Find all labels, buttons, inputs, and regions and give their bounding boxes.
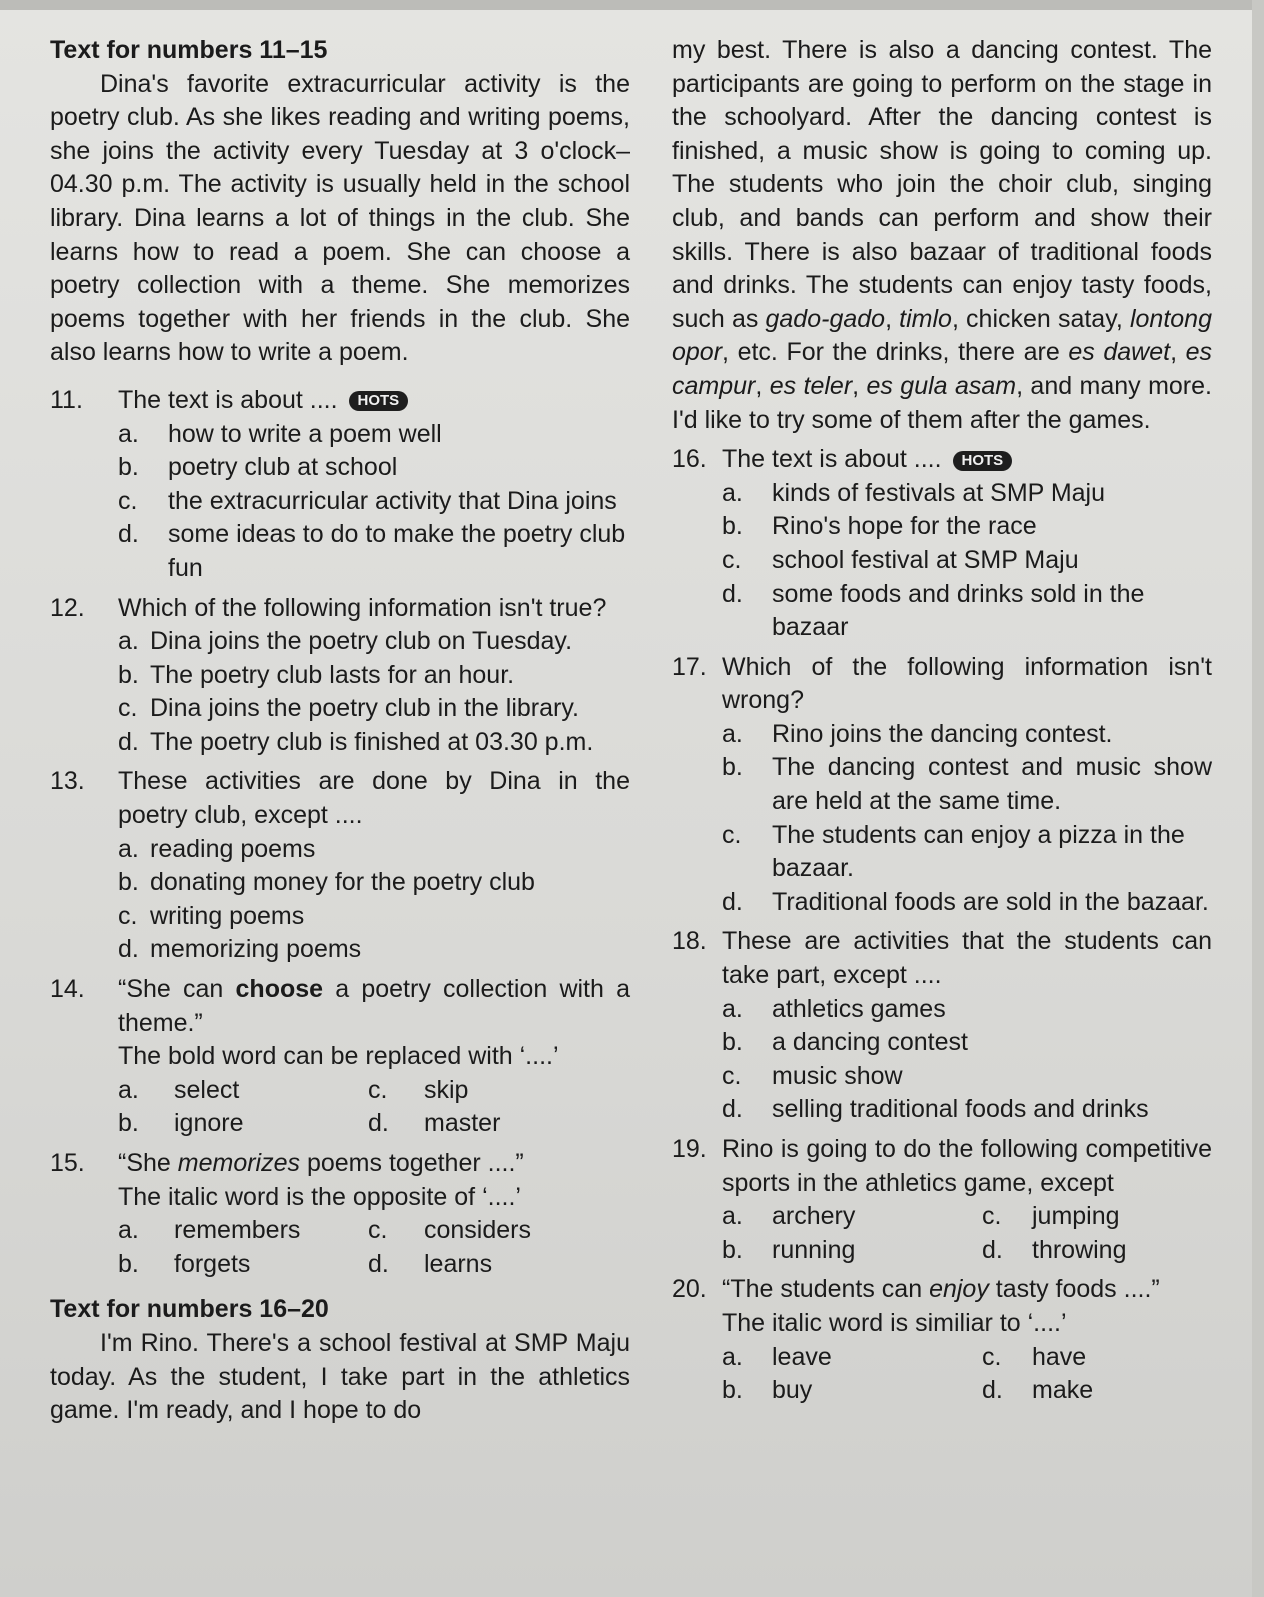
q15-options bbox=[118, 1214, 630, 1281]
q13-option-a[interactable]: a. reading poems bbox=[118, 834, 316, 863]
q15-option-b[interactable]: b. forgets bbox=[118, 1249, 251, 1278]
q20-option-a[interactable]: a. leave bbox=[722, 1342, 832, 1371]
q12-option-a[interactable]: a. Dina joins the poetry club on Tuesday. bbox=[118, 627, 573, 656]
text2-paragraph-left: I'm Rino. There's a school festival at SMP Maju today. As the student, I take part in the athletics game. I'm ready, and I hope to do bbox=[50, 1328, 630, 1425]
top-edge bbox=[0, 0, 1264, 10]
q19-options bbox=[722, 1200, 1212, 1267]
q17-option-a[interactable]: a. Rino joins the dancing contest. bbox=[722, 719, 1113, 748]
q14-option-d[interactable]: d. master bbox=[368, 1109, 501, 1138]
q20-option-d[interactable]: d. make bbox=[982, 1376, 1094, 1405]
q11-stem: The text is about .... bbox=[118, 385, 338, 414]
q15-italic-word: memorizes bbox=[177, 1149, 301, 1177]
q18-stem: These are activities that the students can take part, except .... bbox=[722, 927, 1212, 990]
q17-option-d[interactable]: d. Traditional foods are sold in the bazaar. bbox=[722, 887, 1209, 916]
q11-number: 11. bbox=[50, 385, 83, 414]
question-16: 16. The text is about .... HOTS bbox=[672, 443, 1212, 477]
q16-option-b[interactable]: b. Rino's hope for the race bbox=[722, 512, 1037, 541]
q17-option-c[interactable]: c. The students can enjoy a pizza in the bazaar. bbox=[722, 820, 1185, 883]
q20-stem: “The students can enjoy tasty foods ....” bbox=[722, 1275, 1160, 1304]
q20-options bbox=[722, 1341, 1212, 1408]
q19-option-c[interactable]: c. jumping bbox=[982, 1202, 1120, 1231]
q11-option-b[interactable]: b. poetry club at school bbox=[118, 453, 398, 482]
q17-option-b[interactable]: b. The dancing contest and music show are held at the same time. bbox=[722, 753, 1212, 816]
q12-option-b[interactable]: b. The poetry club lasts for an hour. bbox=[118, 660, 515, 689]
q19-stem: Rino is going to do the following competitive sports in the athletics game, except bbox=[722, 1135, 1212, 1197]
question-11 bbox=[50, 384, 630, 418]
q16-stem: The text is about .... bbox=[722, 445, 942, 474]
question-17: 17. Which of the following information isn't wrong? bbox=[672, 651, 1212, 718]
q17-stem: Which of the following information isn't wrong? bbox=[722, 652, 1212, 715]
right-column bbox=[672, 34, 1212, 1408]
q14-bold-word: choose bbox=[235, 975, 324, 1004]
q11-option-a[interactable]: a. how to write a poem well bbox=[118, 419, 442, 448]
text1-paragraph: Dina's favorite extracurricular activity is the poetry club. As she likes reading and writing poems, she joins the activity every Tuesday at 3 o'clock–04.30 p.m. The activity is usually held in the school library. Dina learns a lot of things in the club. She learns how to read a poem. She can choose a poetry collection with a theme. She memorizes poems together with her friends in the club. She also learns how to write a poem. bbox=[50, 69, 630, 367]
q14-stem: “She can choose a poetry collection with a theme.” bbox=[118, 975, 630, 1037]
q15-instruction: The italic word is the opposite of ‘....’ bbox=[118, 1182, 521, 1211]
q16-option-a[interactable]: a. kinds of festivals at SMP Maju bbox=[722, 478, 1106, 507]
q12-option-d[interactable]: d. The poetry club is finished at 03.30 p.m. bbox=[118, 727, 594, 756]
q18-option-b[interactable]: b. a dancing contest bbox=[722, 1028, 968, 1057]
left-column bbox=[50, 34, 630, 1428]
q19-option-a[interactable]: a. archery bbox=[722, 1202, 856, 1231]
text1-heading: Text for numbers 11–15 bbox=[50, 36, 328, 64]
q18-options bbox=[722, 993, 1212, 1127]
q17-options bbox=[722, 718, 1212, 920]
question-14: 14. “She can choose a poetry collection with a theme.” bbox=[50, 973, 630, 1040]
q19-option-b[interactable]: b. running bbox=[722, 1235, 856, 1264]
q20-instruction: The italic word is similiar to ‘....’ bbox=[722, 1308, 1067, 1337]
q15-option-d[interactable]: d. learns bbox=[368, 1249, 493, 1278]
q13-option-c[interactable]: c. writing poems bbox=[118, 901, 305, 930]
q19-option-d[interactable]: d. throwing bbox=[982, 1235, 1127, 1264]
right-edge bbox=[1252, 0, 1264, 1597]
q14-option-c[interactable]: c. skip bbox=[368, 1075, 469, 1104]
q16-option-d[interactable]: d. some foods and drinks sold in the bazaar bbox=[722, 579, 1145, 642]
q11-option-d[interactable]: d. some ideas to do to make the poetry club fun bbox=[118, 520, 626, 582]
q16-options bbox=[722, 477, 1212, 645]
q18-option-d[interactable]: d. selling traditional foods and drinks bbox=[722, 1095, 1149, 1124]
text2-heading: Text for numbers 16–20 bbox=[50, 1295, 329, 1324]
q14-options bbox=[118, 1074, 630, 1141]
question-18: 18. These are activities that the students can take part, except .... bbox=[672, 925, 1212, 992]
hots-badge: HOTS bbox=[953, 451, 1013, 471]
q12-options bbox=[118, 625, 630, 759]
q16-option-c[interactable]: c. school festival at SMP Maju bbox=[722, 545, 1079, 574]
q15-stem: “She memorizes poems together ....” bbox=[118, 1149, 524, 1177]
q11-option-c[interactable]: c. the extracurricular activity that Dina joins bbox=[118, 486, 617, 515]
q13-option-b[interactable]: b. donating money for the poetry club bbox=[118, 868, 535, 897]
question-15: 15. “She memorizes poems together ....” bbox=[50, 1147, 630, 1181]
q13-stem: These activities are done by Dina in the poetry club, except .... bbox=[118, 767, 630, 830]
q15-option-c[interactable]: c. considers bbox=[368, 1216, 531, 1245]
question-19: 19. Rino is going to do the following competitive sports in the athletics game, except bbox=[672, 1133, 1212, 1200]
q14-instruction: The bold word can be replaced with ‘....’ bbox=[118, 1042, 559, 1071]
q20-italic-word: enjoy bbox=[929, 1275, 989, 1304]
q14-option-a[interactable]: a. select bbox=[118, 1075, 240, 1104]
q18-option-a[interactable]: a. athletics games bbox=[722, 994, 946, 1023]
text2-paragraph-right: my best. There is also a dancing contest. The participants are going to perform on the stage in the schoolyard. After the dancing contest is finished, a music show is going to coming up. The students who join the choir club, singing club, and bands can perform and show their skills. There is also bazaar of traditional foods and drinks. The students can enjoy tasty foods, such as gado-gado, timlo, chicken satay, lontong opor, etc. For the drinks, there are es dawet, es campur, es teler, es gula asam, and many more. I'd like to try some of them after the games. bbox=[672, 36, 1212, 434]
q20-option-c[interactable]: c. have bbox=[982, 1342, 1087, 1371]
question-20: 20. “The students can enjoy tasty foods ....” bbox=[672, 1273, 1212, 1307]
q13-options bbox=[118, 833, 630, 967]
q12-option-c[interactable]: c. Dina joins the poetry club in the library. bbox=[118, 694, 579, 723]
q14-option-b[interactable]: b. ignore bbox=[118, 1109, 244, 1138]
q18-option-c[interactable]: c. music show bbox=[722, 1061, 903, 1090]
q15-option-a[interactable]: a. remembers bbox=[118, 1216, 301, 1245]
q20-option-b[interactable]: b. buy bbox=[722, 1376, 813, 1405]
question-12: 12. Which of the following information isn't true? bbox=[50, 592, 630, 626]
q11-options bbox=[118, 418, 630, 586]
q12-stem: Which of the following information isn't true? bbox=[118, 593, 607, 622]
question-13: 13. These activities are done by Dina in the poetry club, except .... bbox=[50, 765, 630, 832]
hots-badge: HOTS bbox=[349, 391, 409, 411]
q13-option-d[interactable]: d. memorizing poems bbox=[118, 935, 362, 964]
